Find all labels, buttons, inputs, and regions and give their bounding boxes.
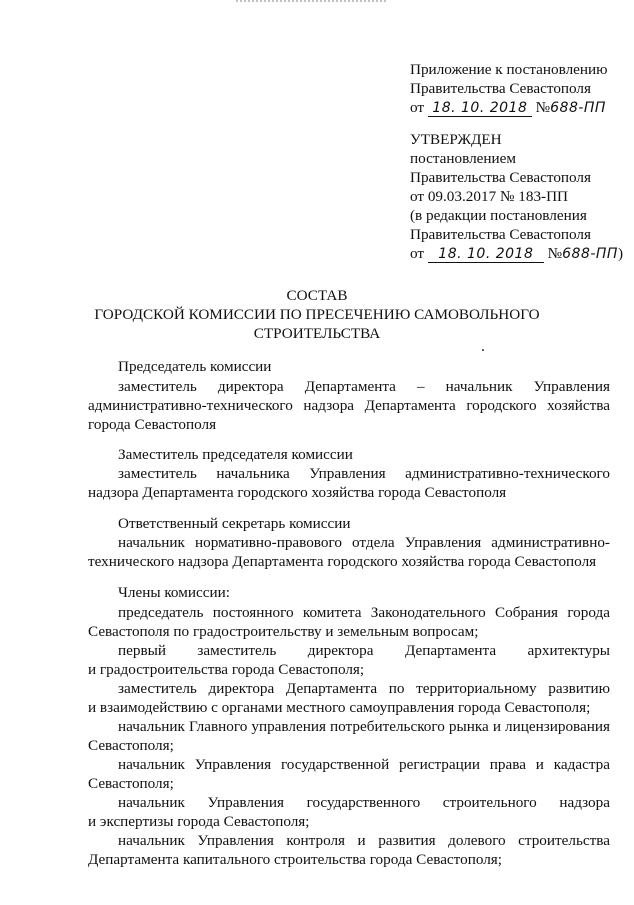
member-text: председатель постоянного комитета Законодательного Собрания города [118, 604, 610, 621]
section-heading-deputy: Заместитель председателя комиссии [118, 446, 353, 463]
appendix-block [410, 60, 620, 117]
secretary-text: начальник нормативно-правового отдела Управления административно- [118, 534, 610, 551]
member-text: начальник Управления государственного строительного надзора [118, 794, 610, 811]
title-line: ГОРОДСКОЙ КОМИССИИ ПО ПРЕСЕЧЕНИЮ САМОВОЛЬНОГО [94, 306, 540, 323]
member-text: Департамента капитального строительства города Севастополя; [88, 851, 503, 868]
approved-date-line [410, 244, 624, 263]
handwritten-date: 18. 10. 2018 [428, 99, 532, 117]
from-label: от [410, 99, 425, 116]
member-text: начальник Управления государственной регистрации права и кадастра [118, 756, 610, 773]
title-line: СТРОИТЕЛЬСТВА [253, 325, 381, 342]
member-text: первый заместитель директора Департамента архитектуры [118, 642, 610, 659]
section-heading-secretary: Ответственный секретарь комиссии [118, 515, 351, 532]
approved-line: от 09.03.2017 № 183-ПП [410, 188, 569, 205]
number-sign: № [535, 99, 551, 116]
member-text: Севастополя по градостроительству и земельным вопросам; [88, 623, 479, 640]
approved-line: Правительства Севастополя [410, 169, 591, 186]
handwritten-number: 688-ПП [562, 246, 618, 262]
approved-line: Правительства Севастополя [410, 226, 591, 243]
deputy-text: надзора Департамента городского хозяйства города Севастополя [88, 484, 507, 501]
number-sign: № [547, 245, 563, 262]
approved-title: УТВЕРЖДЕН [410, 131, 502, 148]
appendix-line: Правительства Севастополя [410, 80, 591, 97]
section-heading-members: Члены комиссии: [118, 584, 230, 601]
member-text: начальник Управления контроля и развития долевого строительства [118, 832, 610, 849]
scan-dot [482, 349, 484, 351]
member-text: заместитель директора Департамента по территориальному развитию [118, 680, 610, 697]
title-line: СОСТАВ [286, 287, 348, 304]
closing-paren: ) [617, 245, 624, 262]
approved-line: постановлением [410, 150, 517, 167]
secretary-text: технического надзора Департамента городского хозяйства города Севастополя [88, 553, 597, 570]
deputy-text: заместитель начальника Управления административно-технического [118, 465, 610, 482]
member-text: Севастополя; [88, 775, 174, 792]
member-text: Севастополя; [88, 737, 174, 754]
approved-block [410, 130, 624, 263]
member-text: и градостроительства города Севастополя; [88, 661, 365, 678]
chairman-text: административно-технического надзора Департамента городского хозяйства [88, 397, 610, 414]
handwritten-number: 688-ПП [550, 100, 606, 116]
member-text: начальник Главного управления потребительского рынка и лицензирования [118, 718, 610, 735]
member-text: и взаимодействию с органами местного самоуправления города Севастополя; [88, 699, 591, 716]
section-heading-chairman: Председатель комиссии [118, 358, 272, 375]
member-text: и экспертизы города Севастополя; [88, 813, 310, 830]
handwritten-date: 18. 10. 2018 [428, 245, 544, 263]
chairman-text: заместитель директора Департамента – начальник Управления [118, 378, 610, 395]
scan-artifact [236, 0, 386, 6]
appendix-date-line [410, 98, 620, 117]
from-label: от [410, 245, 425, 262]
approved-line: (в редакции постановления [410, 207, 587, 224]
chairman-text: города Севастополя [88, 416, 217, 433]
document-title [0, 286, 634, 343]
appendix-line: Приложение к постановлению [410, 61, 608, 78]
